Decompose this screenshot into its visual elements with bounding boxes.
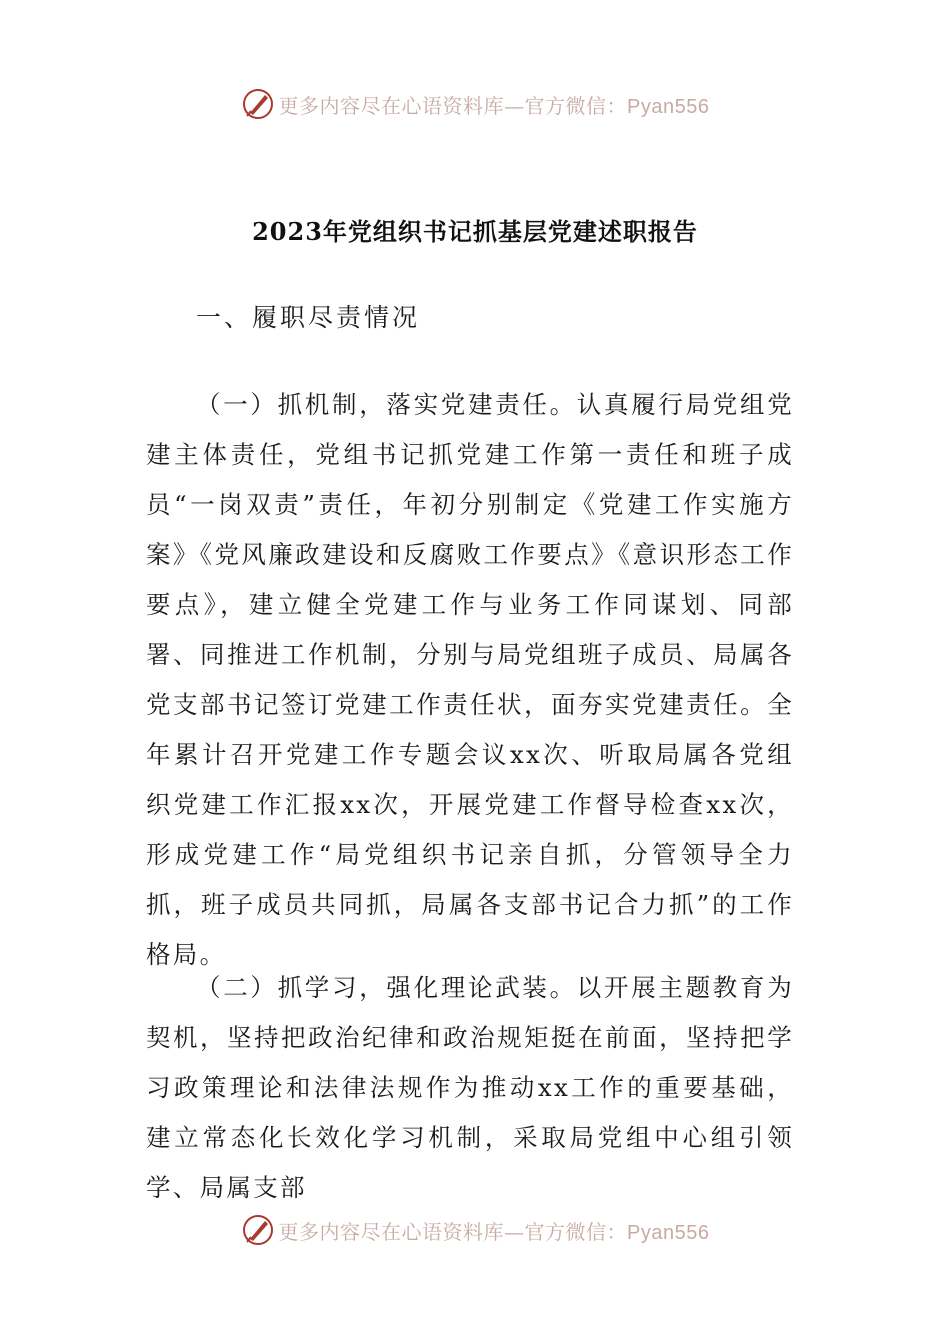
watermark-banner-top bbox=[0, 82, 950, 126]
watermark-text: 更多内容尽在心语资料库—官方微信：Pyan556 bbox=[278, 93, 710, 118]
document-title: 2023年党组织书记抓基层党建述职报告 bbox=[252, 217, 698, 246]
body-paragraph: （二）抓学习，强化理论武装。以开展主题教育为契机，坚持把政治纪律和政治规矩挺在前面，坚持把学习政策理论和法律法规作为推动xx工作的重要基础，建立常态化长效化学习机制，采取局党组中心组引领学、局属支部 bbox=[146, 973, 794, 1202]
watermark-text: 更多内容尽在心语资料库—官方微信：Pyan556 bbox=[278, 1219, 710, 1244]
watermark-banner-bottom bbox=[0, 1208, 950, 1252]
quill-pen-logo-icon bbox=[241, 87, 275, 121]
body-paragraph: （一）抓机制，落实党建责任。认真履行局党组党建主体责任，党组书记抓党建工作第一责任和班子成员“一岗双责”责任，年初分别制定《党建工作实施方案》《党风廉政建设和反腐败工作要点》《意识形态工作要点》，建立健全党建工作与业务工作同谋划、同部署、同推进工作机制，分别与局党组班子成员、局属各党支部书记签订党建工作责任状，面夯实党建责任。全年累计召开党建工作专题会议xx次、听取局属各党组织党建工作汇报xx次，开展党建工作督导检查xx次，形成党建工作“局党组织书记亲自抓，分管领导全力抓，班子成员共同抓，局属各支部书记合力抓”的工作格局。 bbox=[146, 390, 794, 969]
quill-pen-logo-icon bbox=[241, 1213, 275, 1247]
section-heading: 一、履职尽责情况 bbox=[196, 303, 421, 332]
